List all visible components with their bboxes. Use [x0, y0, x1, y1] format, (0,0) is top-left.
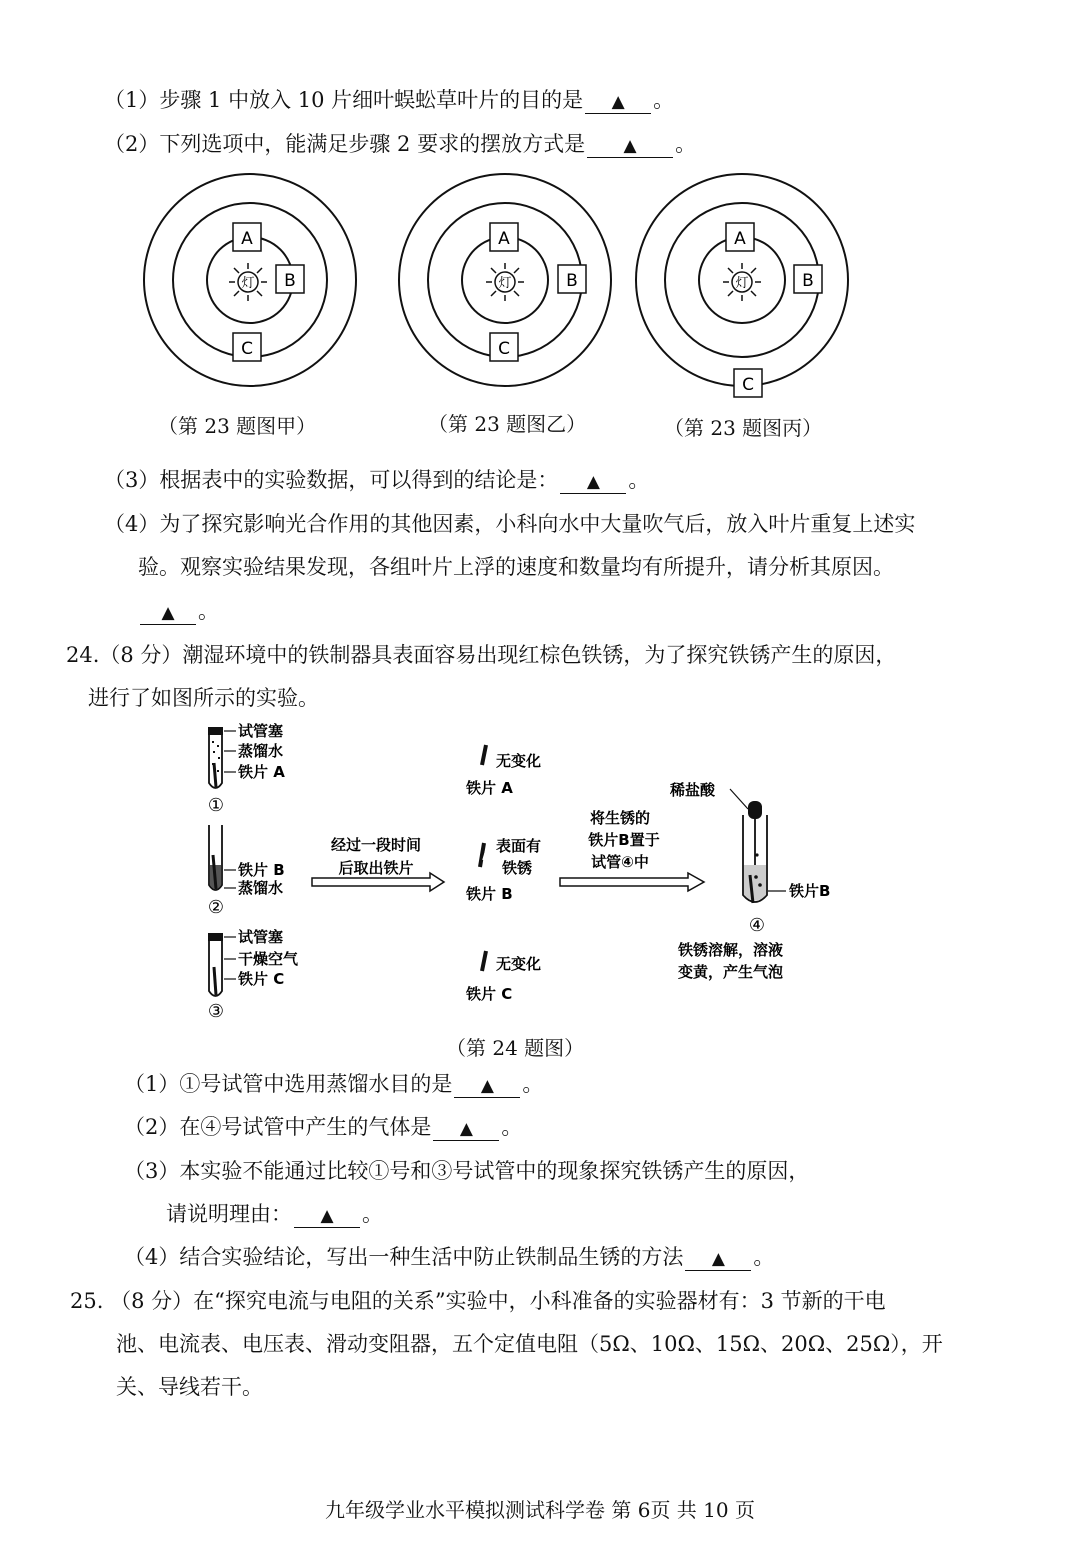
tube1-label-stopper: 试管塞: [238, 722, 284, 740]
box-b-label: B: [566, 271, 578, 291]
box-c-label: C: [498, 339, 510, 359]
q24-part4-text: （4）结合实验结论，写出一种生活中防止铁制品生锈的方法: [124, 1245, 684, 1269]
q23-diagrams: [0, 170, 1080, 410]
q24-part4: （4）结合实验结论，写出一种生活中防止铁制品生锈的方法 ▲ 。: [124, 1245, 775, 1269]
tube2-number: ②: [207, 897, 225, 918]
box-b-label: B: [284, 271, 296, 291]
answer-blank[interactable]: ▲: [587, 135, 673, 158]
tube3-label-air: 干燥空气: [238, 950, 299, 968]
acid-label: 稀盐酸: [670, 781, 716, 799]
q24-figure: [0, 715, 1080, 1025]
page-footer: 九年级学业水平模拟测试科学卷 第 6页 共 10 页: [325, 1498, 755, 1522]
box-a-label: A: [498, 229, 510, 249]
answer-blank[interactable]: ▲: [294, 1205, 360, 1228]
q25-line3: 关、导线若干。: [116, 1375, 263, 1399]
diagram-bing: [636, 174, 848, 397]
result-c-note: 无变化: [496, 955, 542, 973]
diagram-jia: [144, 174, 356, 386]
q24-part2-text: （2）在④号试管中产生的气体是: [124, 1115, 432, 1139]
q24-part3-line2: 请说明理由： ▲ 。: [166, 1202, 383, 1226]
q24-intro-line2: 进行了如图所示的实验。: [88, 686, 319, 710]
q24-part3-text: 请说明理由：: [166, 1202, 292, 1226]
arrow-2: [560, 809, 704, 891]
q24-caption: （第 24 题图）: [446, 1036, 585, 1060]
diagram-yi: [399, 174, 611, 386]
tube1-label-iron: 铁片 A: [238, 763, 285, 781]
tube4-label-iron: 铁片B: [789, 882, 831, 900]
q24-part1: （1）①号试管中选用蒸馏水目的是 ▲ 。: [124, 1072, 544, 1096]
box-c-label: C: [742, 375, 754, 395]
q23-part2: （2）下列选项中，能满足步骤 2 要求的摆放方式是 ▲ 。: [104, 132, 697, 156]
tube2-label-water: 蒸馏水: [238, 879, 284, 897]
q24-part3-line1: （3）本实验不能通过比较①号和③号试管中的现象探究铁锈产生的原因，: [124, 1159, 810, 1183]
result-b-note-2: 铁锈: [502, 859, 533, 877]
tube4-number: ④: [748, 915, 766, 936]
q24-part1-text: （1）①号试管中选用蒸馏水目的是: [124, 1072, 453, 1096]
arrow1-text-1: 经过一段时间: [330, 836, 422, 854]
q25-line2: 池、电流表、电压表、滑动变阻器，五个定值电阻（5Ω、10Ω、15Ω、20Ω、25Ω），开: [116, 1332, 943, 1356]
answer-blank[interactable]: ▲: [433, 1118, 499, 1141]
answer-blank[interactable]: ▲: [585, 91, 651, 114]
tube2-label-iron: 铁片 B: [238, 861, 285, 879]
lamp-label: 灯: [498, 276, 512, 291]
q23-part2-text: （2）下列选项中，能满足步骤 2 要求的摆放方式是: [104, 132, 586, 156]
arrow2-text-1: 将生锈的: [589, 809, 651, 827]
lamp-label: 灯: [241, 276, 255, 291]
q25-line1: 25. （8 分）在“探究电流与电阻的关系”实验中，小科准备的实验器材有：3 节新的干电: [70, 1289, 886, 1313]
answer-blank[interactable]: ▲: [685, 1248, 751, 1271]
result-a-note: 无变化: [496, 752, 542, 770]
caption-bing: （第 23 题图丙）: [664, 416, 823, 440]
q23-part4-line2: 验。观察实验结果发现，各组叶片上浮的速度和数量均有所提升，请分析其原因。: [138, 555, 894, 579]
result-c: [465, 951, 541, 1003]
arrow2-text-3: 试管④中: [591, 853, 649, 871]
q23-part3-text: （3）根据表中的实验数据，可以得到的结论是：: [104, 468, 559, 492]
answer-blank[interactable]: ▲: [454, 1075, 520, 1098]
box-a-label: A: [241, 229, 253, 249]
tube1-number: ①: [207, 795, 225, 816]
q23-part4-answer: ▲ 。: [138, 597, 219, 625]
result-a: [465, 745, 541, 797]
tube1-label-water: 蒸馏水: [238, 742, 284, 760]
test-tube-3: [208, 928, 299, 1022]
answer-blank[interactable]: ▲: [140, 602, 196, 625]
q23-part4-line1: （4）为了探究影响光合作用的其他因素，小科向水中大量吹气后，放入叶片重复上述实: [104, 512, 916, 536]
q23-part1: （1）步骤 1 中放入 10 片细叶蜈蚣草叶片的目的是 ▲ 。: [104, 88, 675, 112]
box-c-label: C: [241, 339, 253, 359]
result-b-name: 铁片 B: [466, 885, 513, 903]
caption-yi: （第 23 题图乙）: [428, 412, 587, 436]
arrow1-text-2: 后取出铁片: [338, 859, 414, 877]
tube4-result-1: 铁锈溶解，溶液: [678, 941, 784, 959]
arrow2-text-2: 铁片B置于: [588, 831, 660, 849]
test-tube-1: [208, 722, 285, 816]
arrow-1: [312, 836, 444, 891]
q23-part1-text: （1）步骤 1 中放入 10 片细叶蜈蚣草叶片的目的是: [104, 88, 584, 112]
answer-blank[interactable]: ▲: [560, 471, 626, 494]
box-a-label: A: [734, 229, 746, 249]
result-a-name: 铁片 A: [466, 779, 513, 797]
tube3-label-iron: 铁片 C: [238, 970, 285, 988]
tube4-result-2: 变黄，产生气泡: [678, 963, 784, 981]
result-c-name: 铁片 C: [466, 985, 513, 1003]
q23-part3: （3）根据表中的实验数据，可以得到的结论是： ▲ 。: [104, 468, 650, 492]
q24-intro-line1: 24.（8 分）潮湿环境中的铁制器具表面容易出现红棕色铁锈，为了探究铁锈产生的原因，: [66, 643, 897, 667]
caption-jia: （第 23 题图甲）: [158, 414, 317, 438]
tube3-number: ③: [207, 1001, 225, 1022]
test-tube-2: [208, 825, 285, 918]
box-b-label: B: [802, 271, 814, 291]
result-b-note-1: 表面有: [496, 837, 542, 855]
lamp-label: 灯: [735, 276, 749, 291]
tube3-label-stopper: 试管塞: [238, 928, 284, 946]
result-b: [465, 837, 541, 903]
q24-part2: （2）在④号试管中产生的气体是 ▲ 。: [124, 1115, 523, 1139]
